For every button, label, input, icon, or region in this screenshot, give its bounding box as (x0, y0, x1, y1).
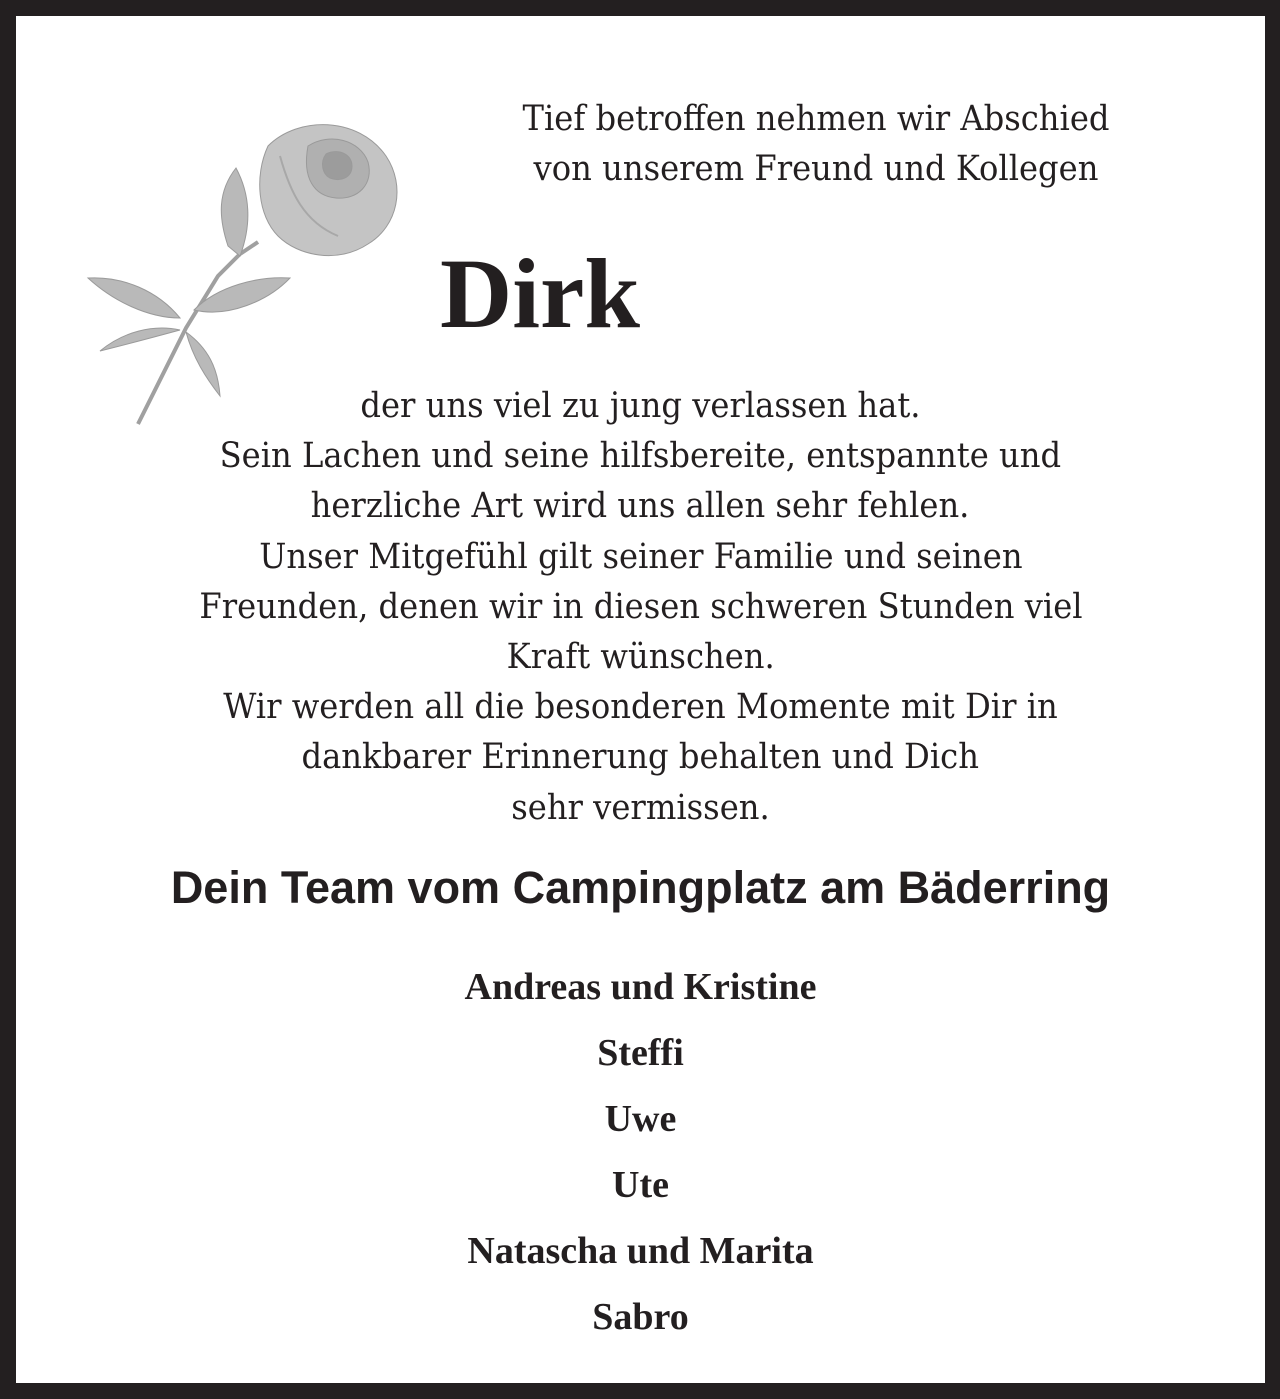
obituary-notice (16, 16, 1265, 1383)
signatory-list (16, 954, 1265, 1350)
intro-line: von unserem Freund und Kollegen (533, 149, 1099, 189)
tribute-line: Unser Mitgefühl gilt seiner Familie und seinen (258, 536, 1023, 577)
rose-icon (68, 96, 408, 426)
signatory: Sabro (592, 1296, 689, 1338)
signatory: Andreas und Kristine (464, 966, 817, 1008)
tribute-text (16, 381, 1265, 833)
tribute-line: herzliche Art wird uns allen sehr fehlen. (311, 486, 970, 527)
tribute-line: sehr vermissen. (511, 787, 770, 828)
tribute-line: Kraft wünschen. (506, 637, 775, 678)
tribute-line: Wir werden all die besonderen Momente mit Dir in (223, 687, 1058, 728)
tribute-line: dankbarer Erinnerung behalten und Dich (301, 737, 980, 778)
tribute-line: Freunden, denen wir in diesen schweren Stunden viel (198, 586, 1083, 627)
intro-line: Tief betroffen nehmen wir Abschied (522, 99, 1110, 139)
signatory: Natascha und Marita (467, 1230, 814, 1272)
intro-text (446, 94, 1186, 194)
signatory: Uwe (604, 1098, 677, 1140)
team-signature: Dein Team vom Campingplatz am Bäderring (170, 862, 1111, 913)
tribute-line: Sein Lachen und seine hilfsbereite, entspannte und (219, 436, 1062, 477)
deceased-name: Dirk (440, 238, 640, 349)
tribute-line: der uns viel zu jung verlassen hat. (360, 386, 921, 426)
signatory: Steffi (597, 1032, 684, 1074)
signatory: Ute (612, 1164, 669, 1206)
